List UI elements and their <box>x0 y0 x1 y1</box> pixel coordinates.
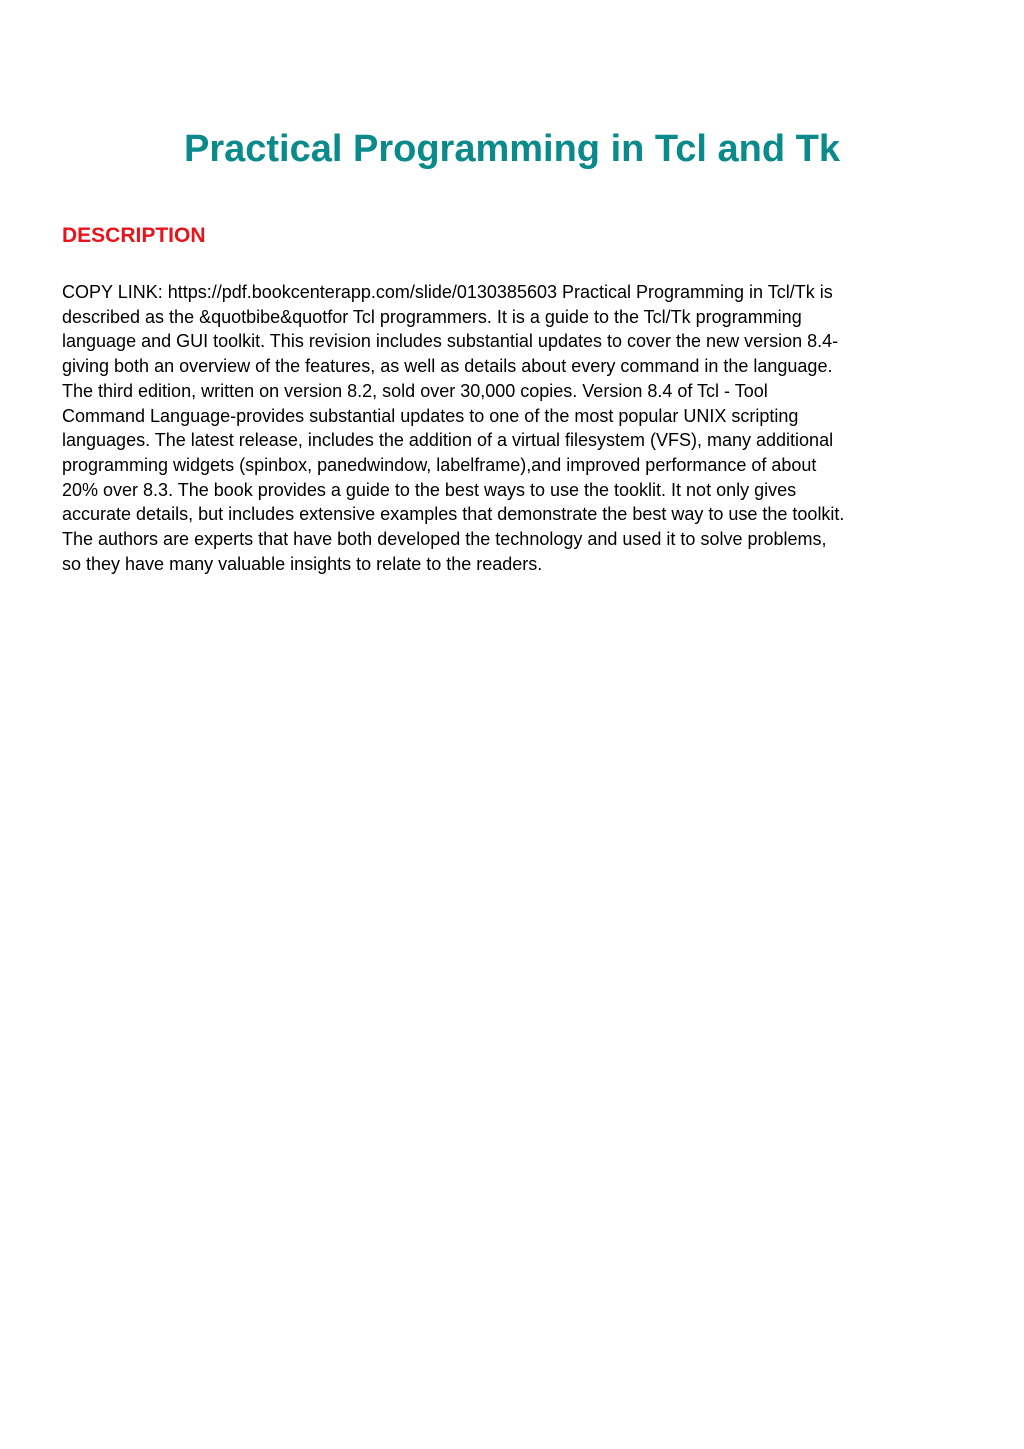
description-line: The authors are experts that have both developed the technology and used it to solve problems, <box>62 529 827 550</box>
description-line: programming widgets (spinbox, panedwindow, labelframe),and improved performance of about <box>62 454 817 475</box>
description-line: 20% over 8.3. The book provides a guide to the best ways to use the tooklit. It not only gives <box>62 479 797 500</box>
description-line: languages. The latest release, includes the addition of a virtual filesystem (VFS), many additional <box>62 430 834 451</box>
description-line: described as the &quotbibe&quotfor Tcl programmers. It is a guide to the Tcl/Tk programming <box>62 306 802 327</box>
description-body <box>62 280 968 576</box>
description-heading: DESCRIPTION <box>62 224 206 247</box>
document-title: Practical Programming in Tcl and Tk <box>183 128 841 170</box>
description-line: Command Language-provides substantial updates to one of the most popular UNIX scripting <box>62 405 799 426</box>
description-line: giving both an overview of the features, as well as details about every command in the language. <box>62 356 833 377</box>
description-line: The third edition, written on version 8.2, sold over 30,000 copies. Version 8.4 of Tcl - Tool <box>62 380 768 401</box>
description-line: COPY LINK: https://pdf.bookcenterapp.com/slide/0130385603 Practical Programming in Tcl/Tk is <box>62 282 833 302</box>
description-line: language and GUI toolkit. This revision includes substantial updates to cover the new version 8.4- <box>62 331 839 352</box>
description-line: accurate details, but includes extensive examples that demonstrate the best way to use the toolkit. <box>62 504 845 525</box>
description-line: so they have many valuable insights to relate to the readers. <box>62 553 543 574</box>
